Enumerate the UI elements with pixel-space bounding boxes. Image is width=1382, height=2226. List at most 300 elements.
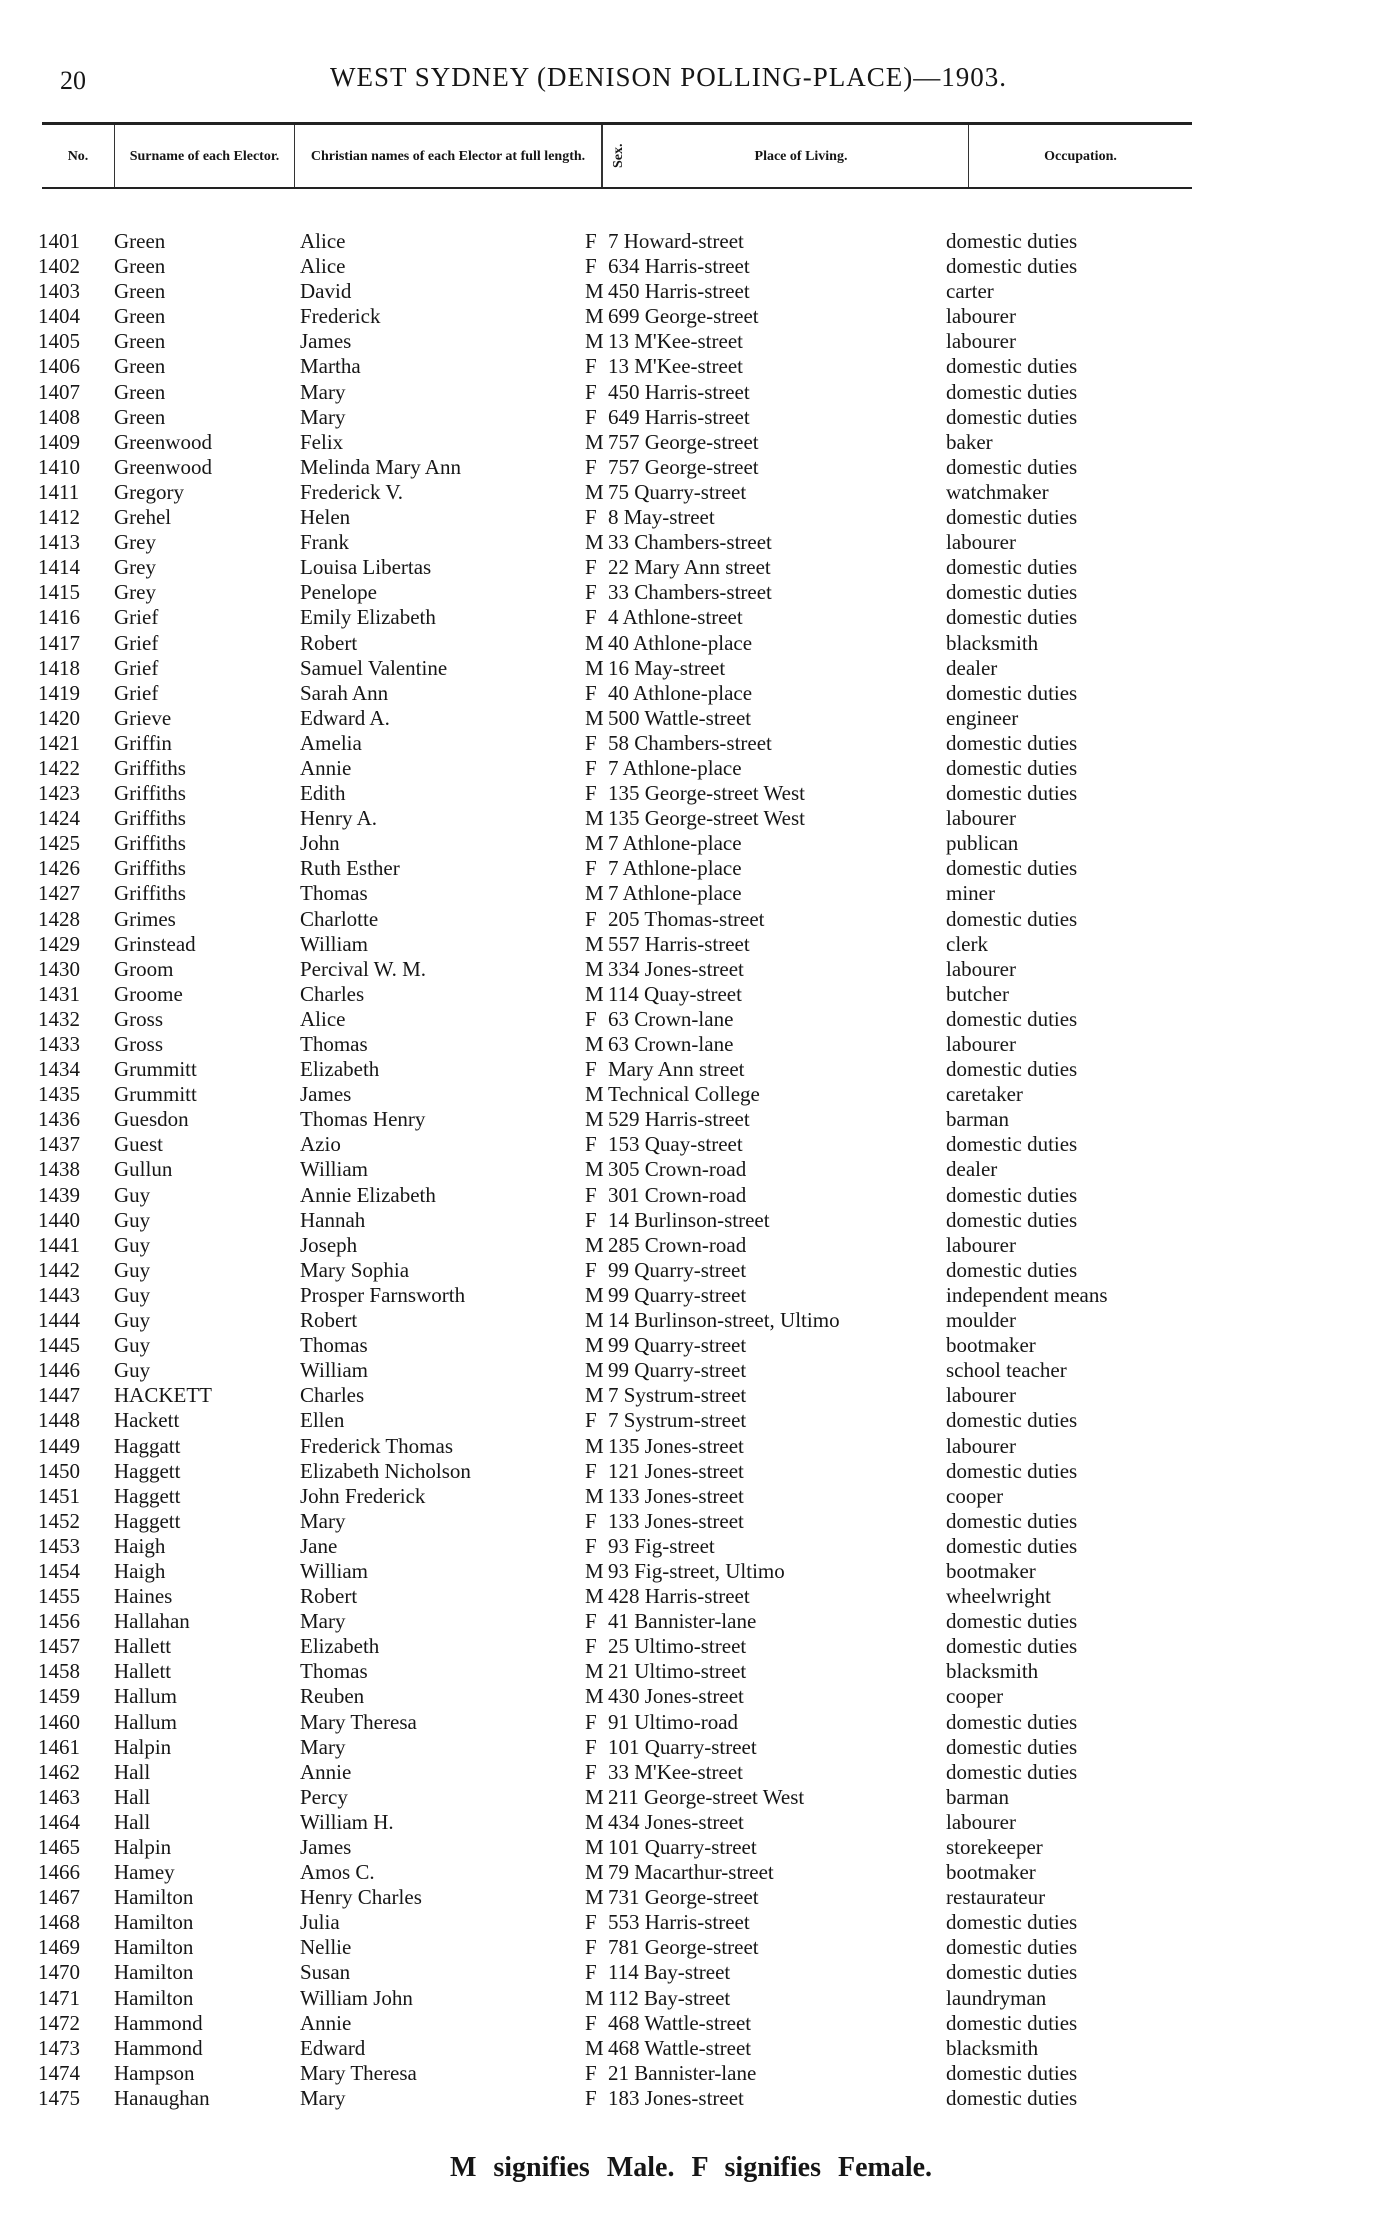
elector-row xyxy=(0,455,1382,480)
elector-number: 1425 xyxy=(38,831,80,856)
elector-surname: Grinstead xyxy=(114,931,196,956)
elector-sex: F xyxy=(585,404,597,429)
elector-sex: F xyxy=(585,2060,597,2085)
elector-row xyxy=(0,831,1382,856)
elector-place-of-living: 135 Jones-street xyxy=(608,1433,744,1458)
elector-place-of-living: 112 Bay-street xyxy=(608,1985,731,2010)
elector-christian-names: William xyxy=(300,1358,368,1383)
elector-row xyxy=(0,580,1382,605)
elector-sex: M xyxy=(585,1809,604,1834)
elector-sex: M xyxy=(585,1558,604,1583)
elector-place-of-living: 21 Ultimo-street xyxy=(608,1659,747,1684)
elector-occupation: domestic duties xyxy=(946,2010,1078,2035)
elector-number: 1435 xyxy=(38,1082,80,1107)
elector-christian-names: Amos C. xyxy=(300,1860,375,1885)
elector-row xyxy=(0,1910,1382,1935)
elector-number: 1444 xyxy=(38,1308,80,1333)
elector-row xyxy=(0,1032,1382,1057)
elector-surname: Green xyxy=(114,229,166,253)
elector-place-of-living: 22 Mary Ann street xyxy=(608,555,771,580)
elector-christian-names: Mary xyxy=(300,1508,346,1533)
elector-place-of-living: Mary Ann street xyxy=(608,1057,745,1082)
column-header-row xyxy=(42,122,1192,189)
elector-christian-names: Elizabeth xyxy=(300,1057,380,1082)
elector-place-of-living: 58 Chambers-street xyxy=(608,730,772,755)
elector-place-of-living: 33 Chambers-street xyxy=(608,580,772,605)
elector-christian-names: Mary xyxy=(300,379,346,404)
elector-surname: Hanaughan xyxy=(114,2085,210,2110)
elector-occupation: publican xyxy=(946,831,1019,856)
elector-sex: F xyxy=(585,1759,597,1784)
elector-sex: F xyxy=(585,1734,597,1759)
elector-number: 1408 xyxy=(38,404,80,429)
elector-row xyxy=(0,2061,1382,2086)
elector-row xyxy=(0,605,1382,630)
elector-sex: F xyxy=(585,680,597,705)
elector-number: 1463 xyxy=(38,1784,80,1809)
elector-surname: Haines xyxy=(114,1584,173,1609)
elector-sex: F xyxy=(585,1458,597,1483)
elector-surname: Hallahan xyxy=(114,1609,190,1634)
elector-surname: Guy xyxy=(114,1207,151,1232)
elector-sex: F xyxy=(585,730,597,755)
elector-christian-names: Thomas Henry xyxy=(300,1107,426,1132)
elector-place-of-living: 468 Wattle-street xyxy=(608,2035,752,2060)
elector-sex: M xyxy=(585,1483,604,1508)
elector-number: 1437 xyxy=(38,1132,80,1157)
elector-sex: F xyxy=(585,580,597,605)
elector-occupation: domestic duties xyxy=(946,2060,1078,2085)
elector-row xyxy=(0,1484,1382,1509)
elector-row xyxy=(0,1609,1382,1634)
elector-place-of-living: 101 Quarry-street xyxy=(608,1835,757,1859)
elector-row xyxy=(0,1684,1382,1709)
elector-place-of-living: 7 Howard-street xyxy=(608,229,744,253)
elector-occupation: domestic duties xyxy=(946,1910,1078,1935)
elector-row xyxy=(0,1283,1382,1308)
elector-number: 1424 xyxy=(38,806,80,831)
elector-number: 1407 xyxy=(38,379,80,404)
elector-place-of-living: 4 Athlone-street xyxy=(608,605,743,630)
elector-christian-names: Charles xyxy=(300,981,365,1006)
elector-sex: M xyxy=(585,931,604,956)
elector-christian-names: Charlotte xyxy=(300,906,379,931)
elector-surname: Guy xyxy=(114,1333,151,1358)
elector-place-of-living: 63 Crown-lane xyxy=(608,1006,734,1031)
elector-sex: F xyxy=(585,229,597,253)
elector-row xyxy=(0,1735,1382,1760)
elector-row xyxy=(0,555,1382,580)
elector-place-of-living: 557 Harris-street xyxy=(608,931,750,956)
elector-christian-names: Robert xyxy=(300,1584,358,1609)
elector-surname: Grehel xyxy=(114,505,172,530)
elector-place-of-living: 285 Crown-road xyxy=(608,1232,747,1257)
elector-row xyxy=(0,304,1382,329)
elector-place-of-living: 434 Jones-street xyxy=(608,1809,744,1834)
elector-place-of-living: 40 Athlone-place xyxy=(608,680,753,705)
elector-sex: F xyxy=(585,1609,597,1634)
elector-row xyxy=(0,1986,1382,2011)
elector-sex: F xyxy=(585,1057,597,1082)
elector-surname: Hamilton xyxy=(114,1960,194,1985)
elector-sex: M xyxy=(585,806,604,831)
elector-surname: Grief xyxy=(114,680,159,705)
elector-number: 1447 xyxy=(38,1383,80,1408)
elector-place-of-living: 25 Ultimo-street xyxy=(608,1634,747,1659)
elector-surname: Gross xyxy=(114,1006,164,1031)
elector-surname: HACKETT xyxy=(114,1383,212,1408)
elector-christian-names: Emily Elizabeth xyxy=(300,605,436,630)
elector-occupation: miner xyxy=(946,881,995,906)
elector-occupation: blacksmith xyxy=(946,1659,1039,1684)
elector-christian-names: Ruth Esther xyxy=(300,856,400,881)
elector-christian-names: James xyxy=(300,329,352,354)
elector-number: 1426 xyxy=(38,856,80,881)
elector-place-of-living: 101 Quarry-street xyxy=(608,1734,757,1759)
elector-number: 1473 xyxy=(38,2035,80,2060)
elector-sex: M xyxy=(585,1282,604,1307)
elector-surname: Green xyxy=(114,404,166,429)
elector-christian-names: Edward A. xyxy=(300,705,390,730)
elector-place-of-living: 7 Systrum-street xyxy=(608,1408,747,1433)
elector-surname: Hamilton xyxy=(114,1985,194,2010)
elector-sex: F xyxy=(585,1257,597,1282)
elector-christian-names: Thomas xyxy=(300,881,368,906)
elector-sex: M xyxy=(585,981,604,1006)
elector-occupation: labourer xyxy=(946,806,1016,831)
elector-row xyxy=(0,932,1382,957)
elector-number: 1421 xyxy=(38,730,80,755)
elector-christian-names: Julia xyxy=(300,1910,340,1935)
elector-row xyxy=(0,1157,1382,1182)
elector-sex: F xyxy=(585,1408,597,1433)
elector-christian-names: Jane xyxy=(300,1533,338,1558)
elector-occupation: domestic duties xyxy=(946,404,1078,429)
elector-christian-names: Annie Elizabeth xyxy=(300,1182,436,1207)
elector-number: 1465 xyxy=(38,1835,80,1859)
elector-christian-names: Frederick V. xyxy=(300,479,404,504)
elector-christian-names: Henry Charles xyxy=(300,1885,422,1910)
elector-place-of-living: 301 Crown-road xyxy=(608,1182,747,1207)
elector-occupation: blacksmith xyxy=(946,2035,1039,2060)
elector-christian-names: Melinda Mary Ann xyxy=(300,454,461,479)
elector-occupation: domestic duties xyxy=(946,1207,1078,1232)
elector-occupation: barman xyxy=(946,1107,1009,1132)
elector-row xyxy=(0,1760,1382,1785)
elector-place-of-living: 8 May-street xyxy=(608,505,715,530)
elector-place-of-living: 91 Ultimo-road xyxy=(608,1709,739,1734)
elector-occupation: school teacher xyxy=(946,1358,1067,1383)
elector-row xyxy=(0,1358,1382,1383)
elector-sex: M xyxy=(585,2035,604,2060)
elector-number: 1429 xyxy=(38,931,80,956)
elector-sex: M xyxy=(585,1333,604,1358)
elector-surname: Haggett xyxy=(114,1458,181,1483)
elector-christian-names: William xyxy=(300,1558,368,1583)
elector-surname: Halpin xyxy=(114,1734,172,1759)
elector-surname: Grief xyxy=(114,655,159,680)
elector-occupation: domestic duties xyxy=(946,1408,1078,1433)
elector-number: 1459 xyxy=(38,1684,80,1709)
elector-occupation: domestic duties xyxy=(946,906,1078,931)
elector-place-of-living: 757 George-street xyxy=(608,454,759,479)
elector-number: 1436 xyxy=(38,1107,80,1132)
elector-sex: M xyxy=(585,655,604,680)
elector-number: 1461 xyxy=(38,1734,80,1759)
elector-row xyxy=(0,480,1382,505)
elector-occupation: domestic duties xyxy=(946,1257,1078,1282)
elector-place-of-living: 757 George-street xyxy=(608,429,759,454)
elector-surname: Guesdon xyxy=(114,1107,189,1132)
elector-place-of-living: 40 Athlone-place xyxy=(608,630,753,655)
elector-row xyxy=(0,380,1382,405)
elector-christian-names: Felix xyxy=(300,429,344,454)
elector-surname: Grey xyxy=(114,555,156,580)
elector-sex: M xyxy=(585,279,604,304)
elector-sex: F xyxy=(585,1960,597,1985)
elector-sex: M xyxy=(585,1985,604,2010)
elector-number: 1434 xyxy=(38,1057,80,1082)
elector-surname: Gullun xyxy=(114,1157,173,1182)
elector-sex: M xyxy=(585,479,604,504)
elector-row xyxy=(0,1082,1382,1107)
elector-place-of-living: 99 Quarry-street xyxy=(608,1333,747,1358)
elector-number: 1433 xyxy=(38,1032,80,1056)
elector-row xyxy=(0,1183,1382,1208)
elector-surname: Hall xyxy=(114,1784,151,1809)
elector-row xyxy=(0,329,1382,354)
elector-christian-names: John xyxy=(300,831,340,856)
running-head: WEST SYDNEY (DENISON POLLING-PLACE)—1903. xyxy=(330,62,1007,92)
elector-row xyxy=(0,631,1382,656)
elector-sex: F xyxy=(585,781,597,806)
elector-occupation: moulder xyxy=(946,1308,1016,1333)
elector-christian-names: Robert xyxy=(300,630,358,655)
elector-christian-names: William H. xyxy=(300,1809,394,1834)
elector-row xyxy=(0,1007,1382,1032)
elector-christian-names: Frederick Thomas xyxy=(300,1433,453,1458)
elector-sex: M xyxy=(585,1032,604,1056)
elector-place-of-living: 205 Thomas-street xyxy=(608,906,765,931)
header-surname: Surname of each Elector. xyxy=(115,125,295,187)
elector-christian-names: Mary xyxy=(300,2085,346,2110)
elector-surname: Grey xyxy=(114,530,156,555)
elector-sex: F xyxy=(585,505,597,530)
elector-number: 1401 xyxy=(38,229,80,253)
elector-place-of-living: 334 Jones-street xyxy=(608,956,744,981)
elector-christian-names: Thomas xyxy=(300,1333,368,1358)
elector-surname: Hamilton xyxy=(114,1935,194,1960)
elector-surname: Griffiths xyxy=(114,781,186,806)
elector-occupation: domestic duties xyxy=(946,254,1078,279)
elector-occupation: domestic duties xyxy=(946,680,1078,705)
elector-surname: Guy xyxy=(114,1358,151,1383)
elector-sex: M xyxy=(585,429,604,454)
elector-number: 1413 xyxy=(38,530,80,555)
elector-sex: M xyxy=(585,1082,604,1107)
elector-occupation: domestic duties xyxy=(946,1132,1078,1157)
elector-occupation: domestic duties xyxy=(946,354,1078,379)
elector-number: 1405 xyxy=(38,329,80,354)
elector-place-of-living: 99 Quarry-street xyxy=(608,1282,747,1307)
elector-surname: Guy xyxy=(114,1308,151,1333)
elector-row xyxy=(0,1885,1382,1910)
elector-occupation: domestic duties xyxy=(946,1759,1078,1784)
elector-place-of-living: 7 Athlone-place xyxy=(608,881,742,906)
elector-christian-names: Frederick xyxy=(300,304,381,329)
elector-christian-names: Helen xyxy=(300,505,351,530)
elector-number: 1402 xyxy=(38,254,80,279)
elector-number: 1468 xyxy=(38,1910,80,1935)
elector-number: 1467 xyxy=(38,1885,80,1910)
elector-christian-names: Alice xyxy=(300,254,346,279)
elector-place-of-living: 468 Wattle-street xyxy=(608,2010,752,2035)
elector-occupation: domestic duties xyxy=(946,1006,1078,1031)
elector-surname: Haggett xyxy=(114,1508,181,1533)
elector-number: 1423 xyxy=(38,781,80,806)
elector-row xyxy=(0,1107,1382,1132)
elector-christian-names: Thomas xyxy=(300,1659,368,1684)
elector-surname: Grey xyxy=(114,580,156,605)
elector-occupation: labourer xyxy=(946,1809,1016,1834)
elector-occupation: domestic duties xyxy=(946,379,1078,404)
elector-number: 1416 xyxy=(38,605,80,630)
elector-occupation: domestic duties xyxy=(946,1508,1078,1533)
elector-christian-names: Prosper Farnsworth xyxy=(300,1282,466,1307)
elector-row xyxy=(0,229,1382,254)
elector-row xyxy=(0,1408,1382,1433)
elector-number: 1460 xyxy=(38,1709,80,1734)
elector-place-of-living: 7 Athlone-place xyxy=(608,831,742,856)
elector-surname: Grieve xyxy=(114,705,172,730)
elector-place-of-living: 529 Harris-street xyxy=(608,1107,750,1132)
elector-surname: Hackett xyxy=(114,1408,180,1433)
elector-row xyxy=(0,1559,1382,1584)
elector-number: 1411 xyxy=(38,479,80,504)
elector-number: 1418 xyxy=(38,655,80,680)
elector-number: 1439 xyxy=(38,1182,80,1207)
elector-sex: F xyxy=(585,1533,597,1558)
elector-number: 1474 xyxy=(38,2060,80,2085)
elector-row xyxy=(0,1383,1382,1408)
elector-number: 1446 xyxy=(38,1358,80,1383)
elector-number: 1464 xyxy=(38,1809,80,1834)
elector-occupation: labourer xyxy=(946,956,1016,981)
elector-surname: Guy xyxy=(114,1257,151,1282)
elector-place-of-living: 114 Bay-street xyxy=(608,1960,731,1985)
elector-row xyxy=(0,856,1382,881)
elector-occupation: cooper xyxy=(946,1684,1004,1709)
elector-place-of-living: 16 May-street xyxy=(608,655,726,680)
elector-sex: F xyxy=(585,1182,597,1207)
elector-occupation: storekeeper xyxy=(946,1835,1043,1859)
elector-number: 1457 xyxy=(38,1634,80,1659)
elector-place-of-living: 305 Crown-road xyxy=(608,1157,747,1182)
elector-place-of-living: 153 Quay-street xyxy=(608,1132,743,1157)
elector-surname: Guy xyxy=(114,1182,151,1207)
elector-number: 1470 xyxy=(38,1960,80,1985)
elector-surname: Haggett xyxy=(114,1483,181,1508)
elector-row xyxy=(0,1935,1382,1960)
elector-sex: M xyxy=(585,705,604,730)
elector-number: 1448 xyxy=(38,1408,80,1433)
elector-occupation: carter xyxy=(946,279,994,304)
elector-number: 1412 xyxy=(38,505,80,530)
elector-occupation: domestic duties xyxy=(946,1609,1078,1634)
elector-number: 1462 xyxy=(38,1759,80,1784)
elector-place-of-living: 7 Athlone-place xyxy=(608,755,742,780)
elector-row xyxy=(0,1509,1382,1534)
elector-occupation: bootmaker xyxy=(946,1558,1036,1583)
elector-number: 1442 xyxy=(38,1257,80,1282)
elector-occupation: domestic duties xyxy=(946,856,1078,881)
elector-christian-names: Mary Theresa xyxy=(300,1709,417,1734)
elector-place-of-living: 7 Athlone-place xyxy=(608,856,742,881)
elector-sex: F xyxy=(585,454,597,479)
elector-occupation: cooper xyxy=(946,1483,1004,1508)
elector-number: 1456 xyxy=(38,1609,80,1634)
elector-christian-names: Martha xyxy=(300,354,361,379)
elector-christian-names: Edward xyxy=(300,2035,366,2060)
elector-list xyxy=(0,229,1382,2111)
elector-number: 1417 xyxy=(38,630,80,655)
elector-occupation: bootmaker xyxy=(946,1333,1036,1358)
elector-surname: Haigh xyxy=(114,1558,166,1583)
elector-number: 1414 xyxy=(38,555,80,580)
elector-number: 1452 xyxy=(38,1508,80,1533)
elector-christian-names: Mary xyxy=(300,1734,346,1759)
elector-surname: Halpin xyxy=(114,1835,172,1859)
elector-occupation: domestic duties xyxy=(946,505,1078,530)
elector-occupation: labourer xyxy=(946,329,1016,354)
elector-occupation: blacksmith xyxy=(946,630,1039,655)
elector-surname: Green xyxy=(114,329,166,354)
elector-christian-names: Mary xyxy=(300,1609,346,1634)
elector-christian-names: Annie xyxy=(300,1759,352,1784)
elector-christian-names: Charles xyxy=(300,1383,365,1408)
elector-occupation: domestic duties xyxy=(946,605,1078,630)
elector-surname: Griffiths xyxy=(114,881,186,906)
elector-occupation: wheelwright xyxy=(946,1584,1051,1609)
elector-row xyxy=(0,1584,1382,1609)
elector-occupation: caretaker xyxy=(946,1082,1023,1107)
elector-christian-names: Hannah xyxy=(300,1207,366,1232)
elector-occupation: domestic duties xyxy=(946,1458,1078,1483)
elector-number: 1404 xyxy=(38,304,80,329)
elector-sex: F xyxy=(585,1508,597,1533)
elector-number: 1409 xyxy=(38,429,80,454)
elector-christian-names: Samuel Valentine xyxy=(300,655,448,680)
elector-surname: Green xyxy=(114,254,166,279)
elector-christian-names: Joseph xyxy=(300,1232,358,1257)
elector-place-of-living: Technical College xyxy=(608,1082,760,1107)
elector-occupation: labourer xyxy=(946,1032,1016,1056)
elector-place-of-living: 14 Burlinson-street, Ultimo xyxy=(608,1308,840,1333)
header-christian-names: Christian names of each Elector at full length. xyxy=(295,125,602,187)
elector-occupation: bootmaker xyxy=(946,1860,1036,1885)
elector-place-of-living: 7 Systrum-street xyxy=(608,1383,747,1408)
elector-sex: F xyxy=(585,1935,597,1960)
elector-surname: Hammond xyxy=(114,2010,203,2035)
elector-christian-names: Percival W. M. xyxy=(300,956,426,981)
elector-row xyxy=(0,1960,1382,1985)
elector-surname: Hall xyxy=(114,1759,151,1784)
elector-christian-names: William xyxy=(300,1157,368,1182)
elector-sex: M xyxy=(585,881,604,906)
elector-occupation: domestic duties xyxy=(946,781,1078,806)
elector-row xyxy=(0,1459,1382,1484)
elector-sex: F xyxy=(585,1207,597,1232)
